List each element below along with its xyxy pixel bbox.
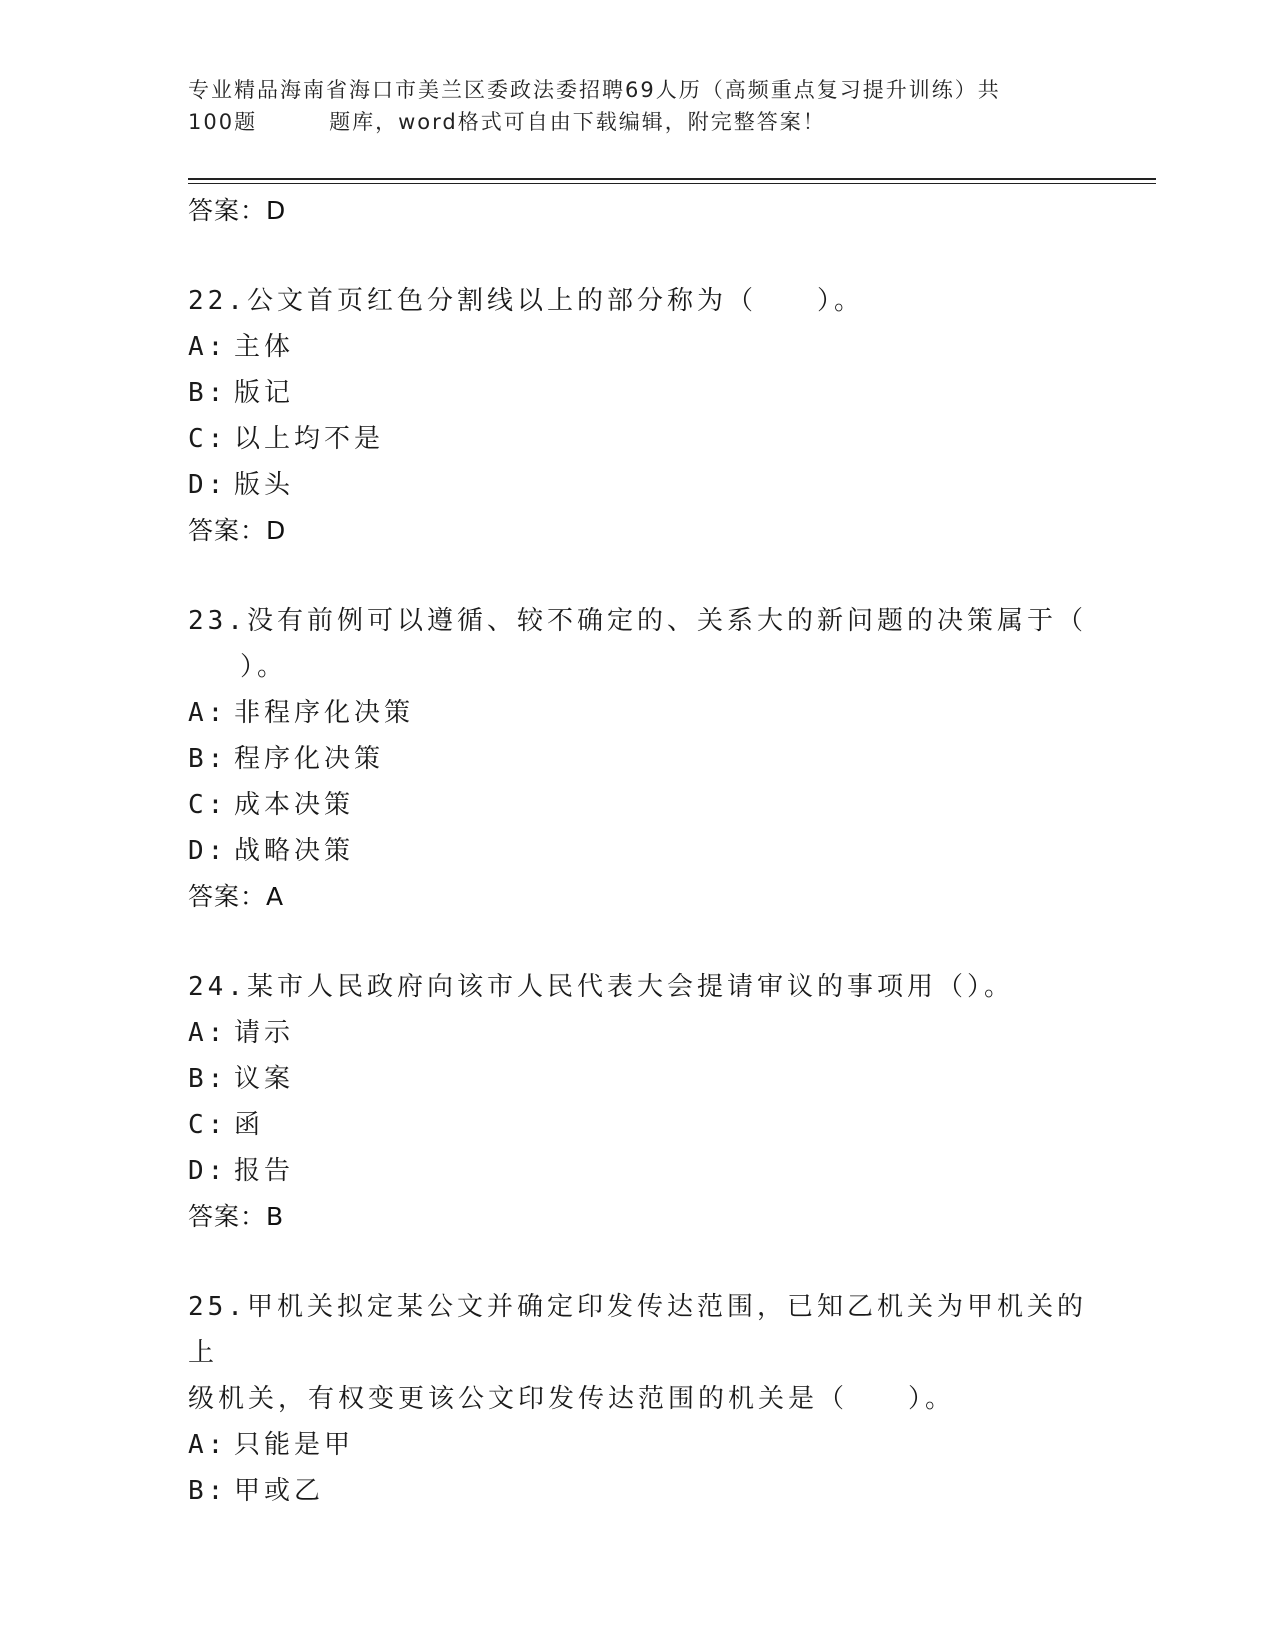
question-text-continued: 级机关，有权变更该公文印发传达范围的机关是（ ）。 [188, 1384, 956, 1414]
header-title-line2 [188, 106, 1088, 138]
option-text: 成本决策 [234, 790, 355, 820]
option-b [188, 736, 1088, 782]
option-text: 甲或乙 [234, 1476, 325, 1506]
option-key: A: [188, 1430, 228, 1460]
header-rule-thick [188, 178, 1156, 180]
question-text: 22.公文首页红色分割线以上的部分称为（ ）。 [188, 286, 864, 316]
option-b [188, 1468, 1088, 1514]
option-b [188, 1056, 1088, 1102]
option-text: 程序化决策 [234, 744, 385, 774]
option-key: B: [188, 1476, 228, 1506]
option-text: 只能是甲 [234, 1430, 355, 1460]
option-text: 以上均不是 [234, 424, 385, 454]
question-text: 24.某市人民政府向该市人民代表大会提请审议的事项用（）。 [188, 972, 1014, 1002]
question-text: 23.没有前例可以遵循、较不确定的、关系大的新问题的决策属于（ [188, 606, 1087, 636]
question-22 [188, 278, 1088, 554]
answer-line: 答案：D [188, 516, 287, 545]
option-key: C: [188, 424, 228, 454]
question-25 [188, 1284, 1088, 1514]
header-question-count: 100题 [188, 110, 258, 134]
option-c [188, 782, 1088, 828]
option-key: A: [188, 698, 228, 728]
question-23 [188, 598, 1088, 920]
option-a [188, 1010, 1088, 1056]
option-text: 函 [234, 1110, 265, 1140]
question-24 [188, 964, 1088, 1240]
option-key: B: [188, 744, 228, 774]
option-a [188, 324, 1088, 370]
header-rule-thin [188, 183, 1156, 184]
option-d [188, 462, 1088, 508]
option-key: A: [188, 332, 228, 362]
option-text: 非程序化决策 [234, 698, 415, 728]
option-c [188, 1102, 1088, 1148]
option-text: 版头 [234, 470, 295, 500]
option-b [188, 370, 1088, 416]
page-header [188, 74, 1088, 138]
header-title-line1: 专业精品海南省海口市美兰区委政法委招聘69人历（高频重点复习提升训练）共 [188, 78, 1001, 102]
option-text: 战略决策 [234, 836, 355, 866]
header-description: 题库，word格式可自由下载编辑，附完整答案！ [329, 110, 826, 134]
option-c [188, 416, 1088, 462]
option-text: 主体 [234, 332, 295, 362]
previous-answer: 答案：D [188, 196, 287, 225]
question-text-continued: ）。 [240, 652, 288, 682]
option-text: 议案 [234, 1064, 295, 1094]
question-list [188, 188, 1088, 1514]
option-key: C: [188, 1110, 228, 1140]
option-d [188, 1148, 1088, 1194]
answer-line: 答案：A [188, 882, 285, 911]
option-key: A: [188, 1018, 228, 1048]
option-key: D: [188, 836, 228, 866]
option-key: D: [188, 1156, 228, 1186]
option-key: B: [188, 378, 228, 408]
option-text: 请示 [234, 1018, 295, 1048]
option-key: D: [188, 470, 228, 500]
option-text: 版记 [234, 378, 295, 408]
question-text: 25.甲机关拟定某公文并确定印发传达范围，已知乙机关为甲机关的上 [188, 1292, 1087, 1368]
option-a [188, 690, 1088, 736]
option-text: 报告 [234, 1156, 295, 1186]
option-key: B: [188, 1064, 228, 1094]
option-key: C: [188, 790, 228, 820]
option-d [188, 828, 1088, 874]
answer-line: 答案：B [188, 1202, 285, 1231]
option-a [188, 1422, 1088, 1468]
